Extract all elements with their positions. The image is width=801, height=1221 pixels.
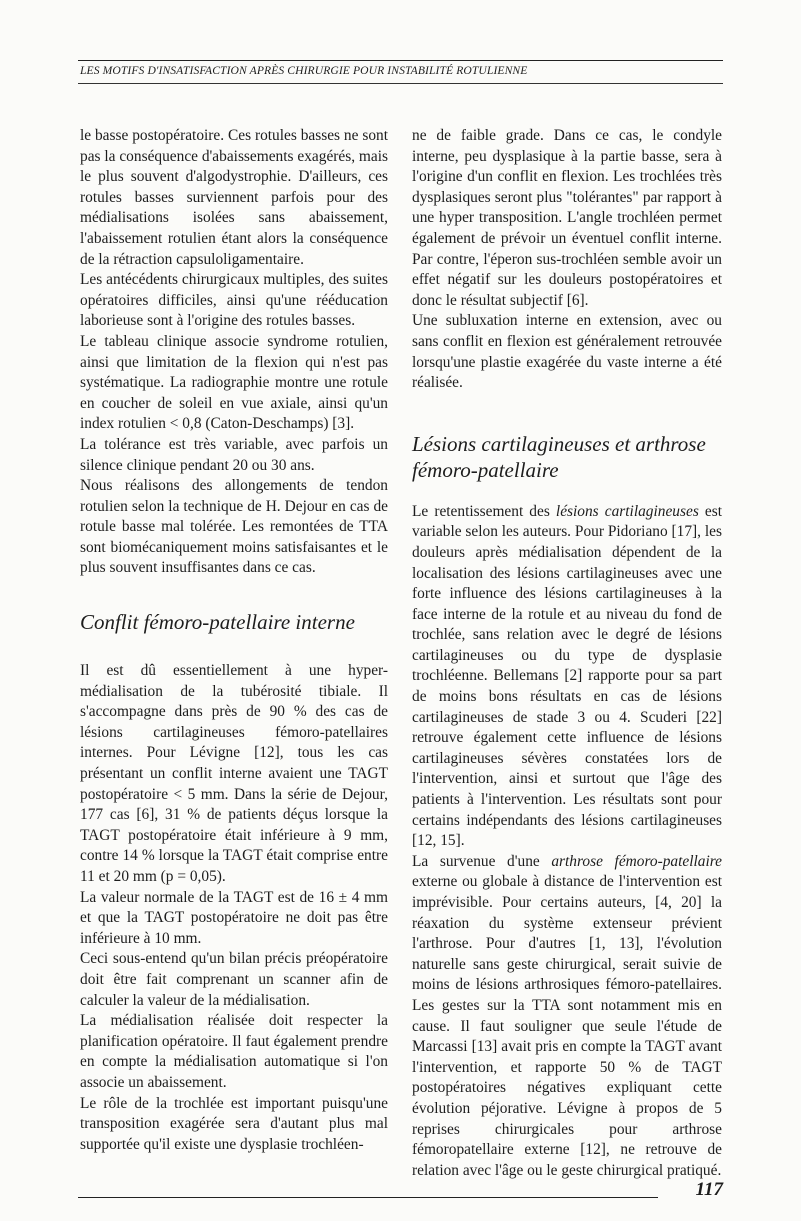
- paragraph: Une subluxation interne en extension, avec ou sans conflit en flexion est généralement retrouvée lorsqu'une plastie exagérée du vaste interne a été réalisée.: [412, 312, 722, 392]
- text-run: Le retentissement des: [412, 502, 556, 520]
- text-run: externe ou globale à distance de l'intervention est imprévisible. Pour certains auteurs, [4, 20] la réaxation du système extenseur prévient l'arthrose. Pour d'autres [1, 13], l'évolution naturelle sans geste chirurgical, serait suivie de moins de lésions arthrosiques fémoro-patellaires. Les gestes sur la TTA sont notamment mis en cause. Il faut souligner que seule l'étude de Marcassi [13] avait pris en compte la TAGT avant l'intervention, et rapporte 50 % de TAGT postopératoires négatives expliquant cette évolution péjorative. Lévigne à propos de 5 reprises chirurgicales pour arthrose fémoropatellaire externe [12], ne retrouve de relation avec l'âge ou le geste chirurgical pratiqué.: [412, 873, 722, 1179]
- paragraph: La médialisation réalisée doit respecter la planification opératoire. Il faut également prendre en compte la médialisation automatique si l'on associe un abaissement.: [80, 1012, 388, 1091]
- section-heading-conflit: Conflit fémoro-patellaire interne: [80, 610, 355, 635]
- header-rule-top: [78, 60, 723, 61]
- header-rule-bottom: [78, 83, 723, 84]
- emphasis: arthrose fémoro-patellaire: [551, 852, 722, 870]
- paragraph: Nous réalisons des allongements de tendon rotulien selon la technique de H. Dejour en cas de rotule basse mal tolérée. Les remontées de TTA sont biomécaniquement moins satisfaisantes et le plus souvent insuffisantes dans ce cas.: [80, 477, 388, 577]
- page-number: 117: [695, 1179, 723, 1200]
- paragraph: ne de faible grade. Dans ce cas, le condyle interne, peu dysplasique à la partie basse, sera à l'origine d'un conflit en flexion. Les trochlées très dysplasiques seront plus "tolérantes" par rapport à une hyper transposition. L'angle trochléen permet également de prévoir un éventuel conflit interne. Par contre, l'éperon sus-trochléen semble avoir un effet négatif sur les douleurs postopératoires et donc le résultat subjectif [6].: [412, 127, 722, 309]
- paragraph: Le rôle de la trochlée est important puisqu'une transposition exagérée sera d'autant plus mal supportée qu'il existe une dysplasie trochléen-: [80, 1094, 388, 1153]
- paragraph: [412, 852, 722, 1182]
- left-column: [80, 126, 388, 1155]
- section-heading-lesions: Lésions cartilagineuses et arthrose fémoro-patellaire: [412, 431, 706, 482]
- text-run: La survenue d'une: [412, 852, 552, 870]
- paragraph: [412, 502, 722, 852]
- right-column: [412, 126, 722, 1181]
- paragraph: Le tableau clinique associe syndrome rotulien, ainsi que limitation de la flexion qui n'est pas systématique. La radiographie montre une rotule en coucher de soleil en vue axiale, ainsi qu'un index rotulien < 0,8 (Caton-Deschamps) [3].: [80, 332, 388, 433]
- emphasis: lésions cartilagineuses: [555, 502, 699, 520]
- footer-rule: [78, 1197, 658, 1198]
- paragraph: La valeur normale de la TAGT est de 16 ± 4 mm et que la TAGT postopératoire ne doit pas être inférieure à 10 mm.: [80, 888, 388, 947]
- running-head: LES MOTIFS D'INSATISFACTION APRÈS CHIRURGIE POUR INSTABILITÉ ROTULIENNE: [80, 64, 528, 77]
- text-run: est variable selon les auteurs. Pour Pidoriano [17], les douleurs après médialisation dépendent de la localisation des lésions cartilagineuses avec une forte influence des lésions cartilagineuses à la face interne de la rotule et au niveau du fond de trochlée, sans relation avec le degré de lésions cartilagineuses ou du type de dysplasie trochléenne. Bellemans [2] rapporte pour sa part de moins bons résultats en cas de lésions cartilagineuses de stade 3 ou 4. Scuderi [22] retrouve également cette influence de lésions cartilagineuses sévères constatées lors de l'intervention, ainsi et surtout que l'âge des patients à l'intervention. Les résultats sont pour certains indépendants des lésions cartilagineuses [12, 15].: [412, 502, 722, 850]
- paragraph: Les antécédents chirurgicaux multiples, des suites opératoires difficiles, ainsi qu'une rééducation laborieuse sont à l'origine des rotules basses.: [80, 271, 388, 330]
- paragraph: le basse postopératoire. Ces rotules basses ne sont pas la conséquence d'abaissements exagérés, mais le plus souvent d'algodystrophie. D'ailleurs, ces rotules basses surviennent parfois pour des médialisations isolées sans abaissement, l'abaissement rotulien étant alors la conséquence de la rétraction capsuloligamentaire.: [80, 127, 388, 268]
- paragraph: La tolérance est très variable, avec parfois un silence clinique pendant 20 ou 30 ans.: [80, 435, 388, 474]
- paragraph: Il est dû essentiellement à une hyper-médialisation de la tubérosité tibiale. Il s'accompagne dans près de 90 % des cas de lésions cartilagineuses fémoro-patellaires internes. Pour Lévigne [12], tous les cas présentant un conflit interne avaient une TAGT postopératoire < 5 mm. Dans la série de Dejour, 177 cas [6], 31 % de patients déçus lorsque la TAGT postopératoire était inférieure à 9 mm, contre 14 % lorsque la TAGT était comprise entre 11 et 20 mm (p = 0,05).: [80, 662, 388, 885]
- paragraph: Ceci sous-entend qu'un bilan précis préopératoire doit être fait comprenant un scanner afin de calculer la valeur de la médialisation.: [80, 950, 388, 1009]
